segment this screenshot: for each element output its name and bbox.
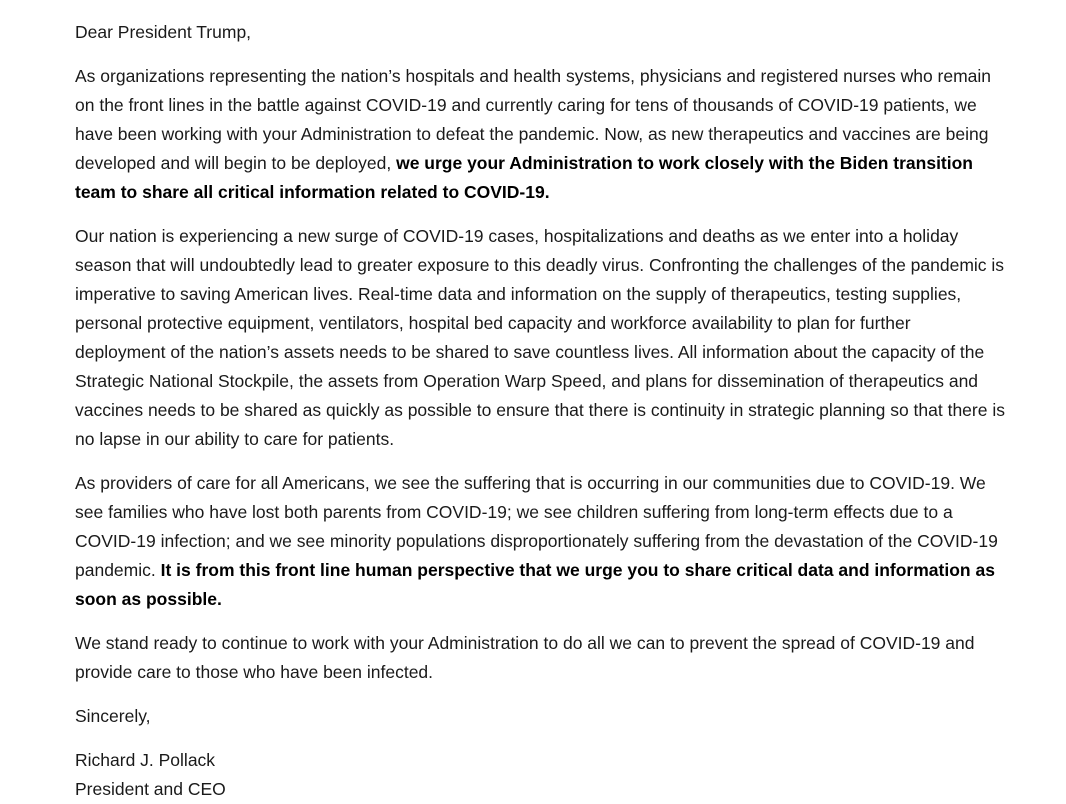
- signer-title: President and CEO: [75, 779, 226, 799]
- paragraph-2-text: Our nation is experiencing a new surge of COVID-19 cases, hospitalizations and deaths as we enter into a holiday season that will undoubtedly lead to greater exposure to this deadly virus. Confronting the challenges of the pandemic is imperative to saving American lives. Real-time data and information on the supply of therapeutics, testing supplies, personal protective equipment, ventilators, hospital bed capacity and workforce availability to plan for further deployment of the nation’s assets needs to be shared to save countless lives. All information about the capacity of the Strategic National Stockpile, the assets from Operation Warp Speed, and plans for dissemination of therapeutics and vaccines needs to be shared as quickly as possible to ensure that there is continuity in strategic planning so that there is no lapse in our ability to care for patients.: [75, 226, 1005, 449]
- paragraph-4: [75, 629, 1005, 687]
- paragraph-3: [75, 469, 1005, 614]
- salutation: Dear President Trump,: [75, 22, 252, 42]
- paragraph-4-text: We stand ready to continue to work with your Administration to do all we can to prevent the spread of COVID-19 and provide care to those who have been infected.: [75, 633, 975, 682]
- letter-body: [75, 18, 1005, 804]
- closing: Sincerely,: [75, 706, 151, 726]
- signer-name: Richard J. Pollack: [75, 750, 216, 770]
- paragraph-1-text: As organizations representing the nation’s hospitals and health systems, physicians and registered nurses who remain on the front lines in the battle against COVID-19 and currently caring for tens of thousands of COVID-19 patients, we have been working with your Administration to defeat the pandemic. Now, as new therapeutics and vaccines are being developed and will begin to be deployed,: [75, 66, 992, 173]
- signature-block: [75, 746, 1005, 804]
- paragraph-3-bold: It is from this front line human perspective that we urge you to share critical data and information as soon as possible.: [75, 560, 995, 609]
- paragraph-2: [75, 222, 1005, 454]
- paragraph-1: [75, 62, 1005, 207]
- paragraph-3-text: As providers of care for all Americans, we see the suffering that is occurring in our communities due to COVID-19. We see families who have lost both parents from COVID-19; we see children suffering from long-term effects due to a COVID-19 infection; and we see minority populations disproportionately suffering from the devastation of the COVID-19 pandemic.: [75, 473, 998, 580]
- paragraph-1-bold: we urge your Administration to work closely with the Biden transition team to share all critical information related to COVID-19.: [75, 153, 973, 202]
